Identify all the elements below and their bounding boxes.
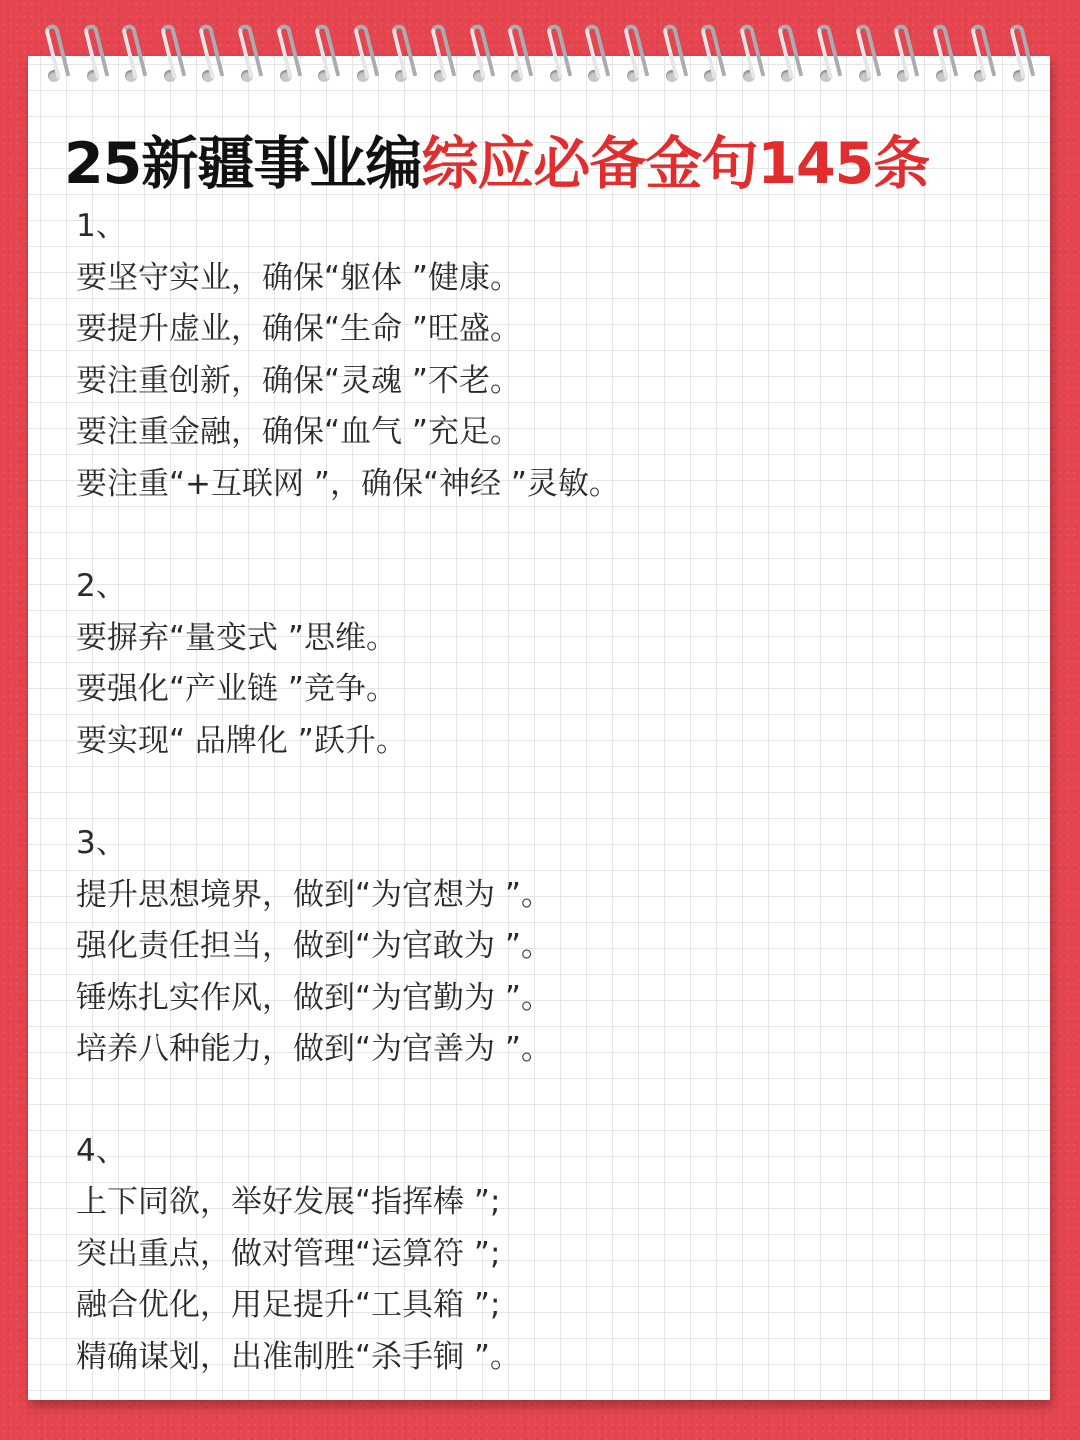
spiral-binding — [28, 18, 1050, 90]
binding-wire — [430, 23, 457, 79]
section-spacer — [76, 1076, 1036, 1126]
binding-wire — [545, 23, 572, 79]
spiral-ring — [546, 18, 568, 90]
binding-wire — [507, 23, 534, 79]
binding-wire — [468, 23, 495, 79]
quote-line: 要提升虚业，确保“生命 ”旺盛。 — [76, 311, 521, 347]
binding-wire — [584, 23, 611, 79]
spiral-ring — [44, 18, 66, 90]
binding-wire — [275, 23, 302, 79]
binding-wire — [352, 23, 379, 79]
binding-wire — [931, 23, 958, 79]
spiral-ring — [353, 18, 375, 90]
spiral-ring — [623, 18, 645, 90]
section-2 — [76, 561, 1036, 767]
binding-wire — [854, 23, 881, 79]
binding-wire — [314, 23, 341, 79]
quote-line: 融合优化，用足提升“工具箱 ”; — [76, 1287, 501, 1323]
spiral-ring — [507, 18, 529, 90]
binding-wire — [970, 23, 997, 79]
quote-line: 强化责任担当，做到“为官敢为 ”。 — [76, 928, 552, 964]
spiral-ring — [430, 18, 452, 90]
quote-line: 要注重创新，确保“灵魂 ”不老。 — [76, 362, 521, 399]
section-number: 1、 — [76, 208, 127, 244]
binding-wire — [893, 23, 920, 79]
binding-wire — [623, 23, 650, 79]
quote-line: 要实现“ 品牌化 ”跃升。 — [76, 722, 407, 759]
spiral-ring — [855, 18, 877, 90]
spiral-ring — [893, 18, 915, 90]
binding-wire — [777, 23, 804, 79]
binding-wire — [198, 23, 225, 79]
quote-line: 要坚守实业，确保“躯体 ”健康。 — [76, 259, 521, 296]
section-3 — [76, 818, 1036, 1076]
section-4 — [76, 1126, 1036, 1384]
title-black-part: 25新疆事业编 — [64, 131, 422, 197]
spiral-ring — [121, 18, 143, 90]
binding-wire — [816, 23, 843, 79]
spiral-ring — [1009, 18, 1031, 90]
spiral-ring — [970, 18, 992, 90]
binding-wire — [700, 23, 727, 79]
binding-wire — [44, 23, 71, 79]
spiral-ring — [314, 18, 336, 90]
page-title — [64, 124, 929, 204]
spiral-ring — [700, 18, 722, 90]
spiral-ring — [816, 18, 838, 90]
binding-wire — [82, 23, 109, 79]
spiral-ring — [237, 18, 259, 90]
spiral-ring — [83, 18, 105, 90]
binding-wire — [237, 23, 264, 79]
spiral-ring — [932, 18, 954, 90]
quote-line: 锤炼扎实作风，做到“为官勤为 ”。 — [76, 979, 552, 1016]
quote-list — [76, 201, 1036, 1383]
quote-line: 精确谋划，出准制胜“杀手锏 ”。 — [76, 1338, 521, 1375]
binding-wire — [661, 23, 688, 79]
quote-line: 要强化“产业链 ”竞争。 — [76, 671, 397, 707]
section-number: 2、 — [76, 568, 127, 604]
spiral-ring — [198, 18, 220, 90]
spiral-ring — [777, 18, 799, 90]
binding-wire — [121, 23, 148, 79]
binding-wire — [159, 23, 186, 79]
spiral-ring — [584, 18, 606, 90]
quote-line: 突出重点，做对管理“运算符 ”; — [76, 1235, 501, 1272]
quote-line: 提升思想境界，做到“为官想为 ”。 — [76, 876, 552, 913]
spiral-ring — [739, 18, 761, 90]
binding-wire — [391, 23, 418, 79]
spiral-ring — [469, 18, 491, 90]
spiral-ring — [662, 18, 684, 90]
title-red-part: 综应必备金句145条 — [421, 131, 930, 197]
quote-line: 培养八种能力，做到“为官善为 ”。 — [76, 1031, 552, 1067]
quote-line: 要注重金融，确保“血气 ”充足。 — [76, 414, 521, 450]
binding-wire — [738, 23, 765, 79]
section-number: 3、 — [76, 825, 127, 861]
spiral-ring — [276, 18, 298, 90]
quote-line: 要注重“+互联网 ”，确保“神经 ”灵敏。 — [76, 465, 620, 502]
section-spacer — [76, 510, 1036, 561]
spiral-ring — [160, 18, 182, 90]
quote-line: 上下同欲，举好发展“指挥棒 ”; — [76, 1184, 501, 1220]
quote-line: 要摒弃“量变式 ”思维。 — [76, 619, 397, 656]
binding-wire — [1009, 23, 1036, 79]
section-number: 4、 — [76, 1132, 127, 1169]
section-spacer — [76, 767, 1036, 818]
section-1 — [76, 201, 1036, 510]
spiral-ring — [391, 18, 413, 90]
